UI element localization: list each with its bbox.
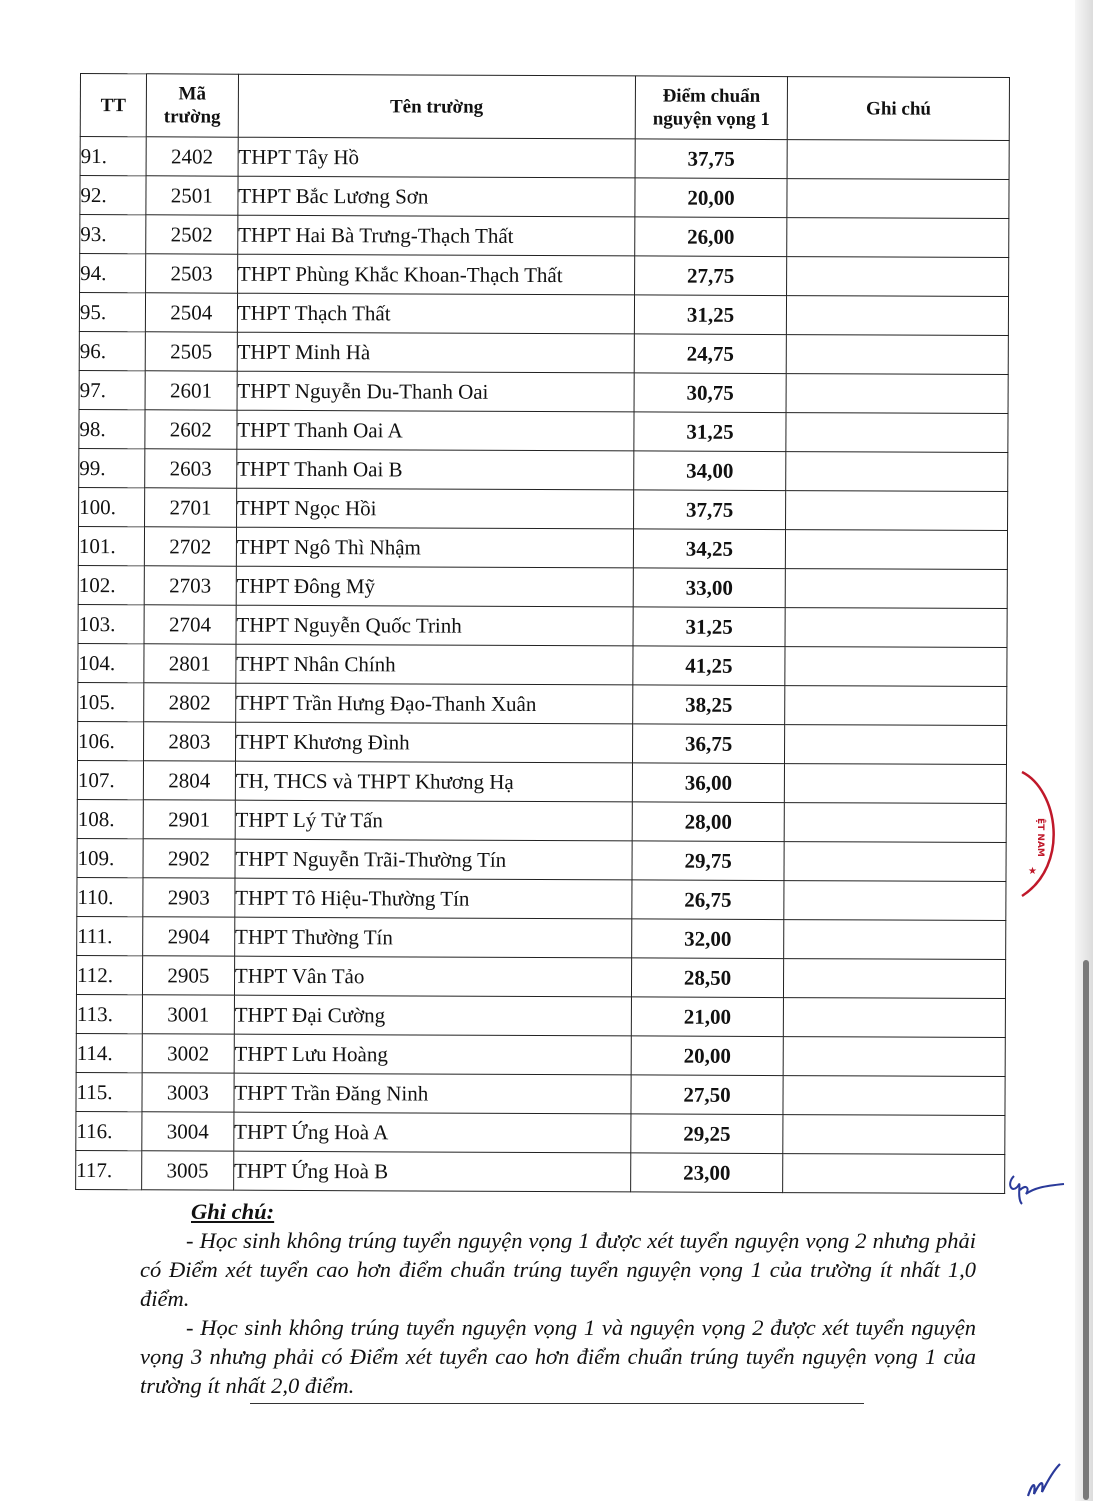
cutoff-score: 23,00 xyxy=(630,1153,783,1193)
note-cell xyxy=(784,920,1006,960)
table-row xyxy=(76,994,1005,1037)
cutoff-score: 31,25 xyxy=(633,607,786,647)
school-name: THPT Thạch Thất xyxy=(237,293,634,334)
note-cell xyxy=(784,1037,1006,1077)
row-number: 96. xyxy=(79,331,145,370)
note-cell xyxy=(786,452,1008,492)
svg-text:★: ★ xyxy=(1028,866,1037,877)
school-name: THPT Thanh Oai A xyxy=(237,410,634,451)
school-code: 3002 xyxy=(142,1034,234,1073)
header-tt: TT xyxy=(80,74,146,137)
note-cell xyxy=(787,140,1009,180)
cutoff-score: 26,00 xyxy=(634,217,787,257)
cutoff-score: 24,75 xyxy=(634,334,787,374)
note-cell xyxy=(785,647,1007,687)
school-code: 2904 xyxy=(143,917,235,956)
table-row xyxy=(77,877,1006,920)
table-row xyxy=(79,293,1008,336)
note-cell xyxy=(784,998,1006,1038)
note-cell xyxy=(786,491,1008,531)
school-name: THPT Bắc Lương Sơn xyxy=(238,176,635,217)
school-name: THPT Ngọc Hồi xyxy=(236,488,633,529)
school-name: THPT Thanh Oai B xyxy=(237,449,634,490)
admission-score-table xyxy=(75,73,1010,1194)
school-name: THPT Nguyễn Quốc Trinh xyxy=(236,605,633,646)
note-item-2: - Học sinh không trúng tuyển nguyện vọng 1 và nguyện vọng 2 được xét tuyển nguyện vọng 3 nhưng phải có Điểm xét tuyển cao hơn điểm chuẩn trúng tuyển nguyện vọng 1 của trường ít nhất 2,0 điểm. xyxy=(140,1315,976,1398)
cutoff-score: 27,75 xyxy=(634,256,787,296)
school-code: 2501 xyxy=(146,176,238,215)
row-number: 110. xyxy=(77,877,143,916)
table-row xyxy=(76,1072,1005,1115)
table-row xyxy=(77,916,1006,959)
school-code: 2703 xyxy=(144,566,236,605)
school-code: 2402 xyxy=(146,137,238,176)
school-name: THPT Tây Hồ xyxy=(238,137,635,178)
school-name: THPT Vân Tảo xyxy=(234,956,631,997)
school-code: 2804 xyxy=(143,761,235,800)
table-row xyxy=(80,254,1009,297)
cutoff-score: 28,50 xyxy=(631,958,784,998)
cutoff-score: 36,75 xyxy=(632,724,785,764)
table-row xyxy=(78,643,1007,686)
row-number: 109. xyxy=(77,838,143,877)
cutoff-score: 21,00 xyxy=(631,997,784,1037)
school-name: THPT Đại Cường xyxy=(234,995,631,1036)
school-name: TH, THCS và THPT Khương Hạ xyxy=(235,761,632,802)
row-number: 108. xyxy=(77,799,143,838)
school-name: THPT Trần Đăng Ninh xyxy=(234,1073,631,1114)
row-number: 92. xyxy=(80,176,146,215)
row-number: 98. xyxy=(79,409,145,448)
table-row xyxy=(79,331,1008,374)
school-name: THPT Hai Bà Trưng-Thạch Thất xyxy=(238,215,635,256)
school-code: 2901 xyxy=(143,800,235,839)
table-row xyxy=(77,799,1006,842)
note-cell xyxy=(784,842,1006,882)
signature-initial xyxy=(1004,1164,1068,1212)
table-row xyxy=(77,838,1006,881)
row-number: 114. xyxy=(76,1033,142,1072)
row-number: 105. xyxy=(78,682,144,721)
school-code: 3004 xyxy=(142,1112,234,1151)
cutoff-score: 20,00 xyxy=(631,1036,784,1076)
school-name: THPT Thường Tín xyxy=(234,917,631,958)
row-number: 115. xyxy=(76,1072,142,1111)
cutoff-score: 37,75 xyxy=(635,139,788,179)
row-number: 103. xyxy=(78,604,144,643)
stamp-text: ỆT NAM xyxy=(1035,818,1045,857)
school-name: THPT Đông Mỹ xyxy=(236,566,633,607)
header-note: Ghi chú xyxy=(788,77,1010,141)
table-row xyxy=(80,176,1009,219)
cutoff-score: 26,75 xyxy=(631,880,784,920)
school-name: THPT Lý Tử Tấn xyxy=(235,800,632,841)
cutoff-score: 31,25 xyxy=(634,295,787,335)
note-cell xyxy=(785,764,1007,804)
note-cell xyxy=(783,1076,1005,1116)
row-number: 99. xyxy=(79,448,145,487)
cutoff-score: 32,00 xyxy=(631,919,784,959)
red-seal-stamp xyxy=(1018,770,1064,900)
row-number: 111. xyxy=(77,916,143,955)
row-number: 116. xyxy=(76,1111,142,1150)
note-cell xyxy=(786,374,1008,414)
table-row xyxy=(76,955,1005,998)
note-cell xyxy=(783,1154,1005,1194)
row-number: 97. xyxy=(79,370,145,409)
row-number: 100. xyxy=(79,487,145,526)
cutoff-score: 30,75 xyxy=(634,373,787,413)
school-code: 2704 xyxy=(144,605,236,644)
note-cell xyxy=(786,569,1008,609)
school-code: 2502 xyxy=(146,215,238,254)
header-school-code xyxy=(146,74,238,137)
school-name: THPT Ứng Hoà A xyxy=(234,1112,631,1153)
header-score xyxy=(635,76,788,140)
cutoff-score: 31,25 xyxy=(634,412,787,452)
header-code-line1: Mã xyxy=(178,83,207,105)
table-row xyxy=(79,448,1008,491)
cutoff-score: 36,00 xyxy=(632,763,785,803)
header-school-name: Tên trường xyxy=(238,74,635,139)
table-row xyxy=(79,370,1008,413)
school-code: 2701 xyxy=(144,488,236,527)
table-row xyxy=(77,760,1006,803)
cutoff-score: 37,75 xyxy=(633,490,786,530)
table-row xyxy=(78,604,1007,647)
school-name: THPT Khương Đình xyxy=(235,722,632,763)
school-code: 2602 xyxy=(145,410,237,449)
note-cell xyxy=(785,725,1007,765)
table-row xyxy=(79,487,1008,530)
school-code: 2603 xyxy=(145,449,237,488)
header-code-line2: trường xyxy=(163,106,221,128)
school-code: 2801 xyxy=(144,644,236,683)
cutoff-score: 34,00 xyxy=(633,451,786,491)
school-code: 2505 xyxy=(145,332,237,371)
cutoff-score: 29,75 xyxy=(632,841,785,881)
note-cell xyxy=(787,218,1009,258)
header-score-line1: Điểm chuẩn xyxy=(662,85,761,107)
school-code: 2903 xyxy=(143,878,235,917)
cutoff-score: 27,50 xyxy=(631,1075,784,1115)
table-row xyxy=(80,215,1009,258)
note-cell xyxy=(787,257,1009,297)
note-item-1: - Học sinh không trúng tuyển nguyện vọng 1 được xét tuyển nguyện vọng 2 nhưng phải có Điểm xét tuyển cao hơn điểm chuẩn trúng tuyển nguyện vọng 1 của trường ít nhất 1,0 điểm. xyxy=(140,1228,976,1311)
cutoff-score: 28,00 xyxy=(632,802,785,842)
row-number: 117. xyxy=(76,1150,142,1189)
school-code: 2803 xyxy=(143,722,235,761)
note-cell xyxy=(785,803,1007,843)
scrollbar-thumb[interactable] xyxy=(1083,960,1089,1500)
school-code: 2905 xyxy=(142,956,234,995)
table-row xyxy=(76,1150,1005,1193)
school-code: 2504 xyxy=(145,293,237,332)
school-code: 2802 xyxy=(144,683,236,722)
note-cell xyxy=(783,1115,1005,1155)
note-cell xyxy=(787,179,1009,219)
row-number: 107. xyxy=(77,760,143,799)
table-row xyxy=(78,682,1007,725)
table-row xyxy=(78,565,1007,608)
cutoff-score: 41,25 xyxy=(632,646,785,686)
row-number: 104. xyxy=(78,643,144,682)
note-cell xyxy=(784,881,1006,921)
table-row xyxy=(78,721,1007,764)
table-row xyxy=(76,1111,1005,1154)
school-code: 3003 xyxy=(142,1073,234,1112)
note-cell xyxy=(787,335,1009,375)
table-row xyxy=(80,137,1009,180)
note-cell xyxy=(785,608,1007,648)
notes-section xyxy=(140,1197,976,1400)
row-number: 94. xyxy=(80,254,146,293)
note-cell xyxy=(787,296,1009,336)
note-cell xyxy=(785,686,1007,726)
row-number: 113. xyxy=(76,994,142,1033)
cutoff-score: 38,25 xyxy=(632,685,785,725)
school-name: THPT Ngô Thì Nhậm xyxy=(236,527,633,568)
school-name: THPT Lưu Hoàng xyxy=(234,1034,631,1075)
table-row xyxy=(78,526,1007,569)
school-code: 2702 xyxy=(144,527,236,566)
signature-initial-bottom xyxy=(1022,1460,1066,1500)
note-cell xyxy=(786,530,1008,570)
school-name: THPT Trần Hưng Đạo-Thanh Xuân xyxy=(235,683,632,724)
row-number: 93. xyxy=(80,215,146,254)
school-name: THPT Minh Hà xyxy=(237,332,634,373)
school-name: THPT Phùng Khắc Khoan-Thạch Thất xyxy=(237,254,634,295)
header-score-line2: nguyện vọng 1 xyxy=(652,108,770,131)
row-number: 106. xyxy=(78,721,144,760)
cutoff-score: 34,25 xyxy=(633,529,786,569)
note-cell xyxy=(786,413,1008,453)
school-code: 3005 xyxy=(142,1151,234,1190)
cutoff-score: 20,00 xyxy=(635,178,788,218)
school-code: 3001 xyxy=(142,995,234,1034)
cutoff-score: 33,00 xyxy=(633,568,786,608)
school-name: THPT Nguyễn Du-Thanh Oai xyxy=(237,371,634,412)
school-code: 2503 xyxy=(145,254,237,293)
notes-title: Ghi chú: xyxy=(191,1199,275,1224)
row-number: 91. xyxy=(80,137,146,176)
closing-rule xyxy=(250,1403,864,1404)
school-name: THPT Nhân Chính xyxy=(236,644,633,685)
row-number: 112. xyxy=(76,955,142,994)
school-name: THPT Tô Hiệu-Thường Tín xyxy=(235,878,632,919)
table-header-row xyxy=(80,74,1009,141)
school-code: 2902 xyxy=(143,839,235,878)
table-row xyxy=(76,1033,1005,1076)
note-cell xyxy=(784,959,1006,999)
table-row xyxy=(79,409,1008,452)
school-name: THPT Ứng Hoà B xyxy=(233,1151,630,1192)
row-number: 102. xyxy=(78,565,144,604)
row-number: 101. xyxy=(78,526,144,565)
row-number: 95. xyxy=(79,293,145,332)
school-name: THPT Nguyễn Trãi-Thường Tín xyxy=(235,839,632,880)
cutoff-score: 29,25 xyxy=(630,1114,783,1154)
school-code: 2601 xyxy=(145,371,237,410)
